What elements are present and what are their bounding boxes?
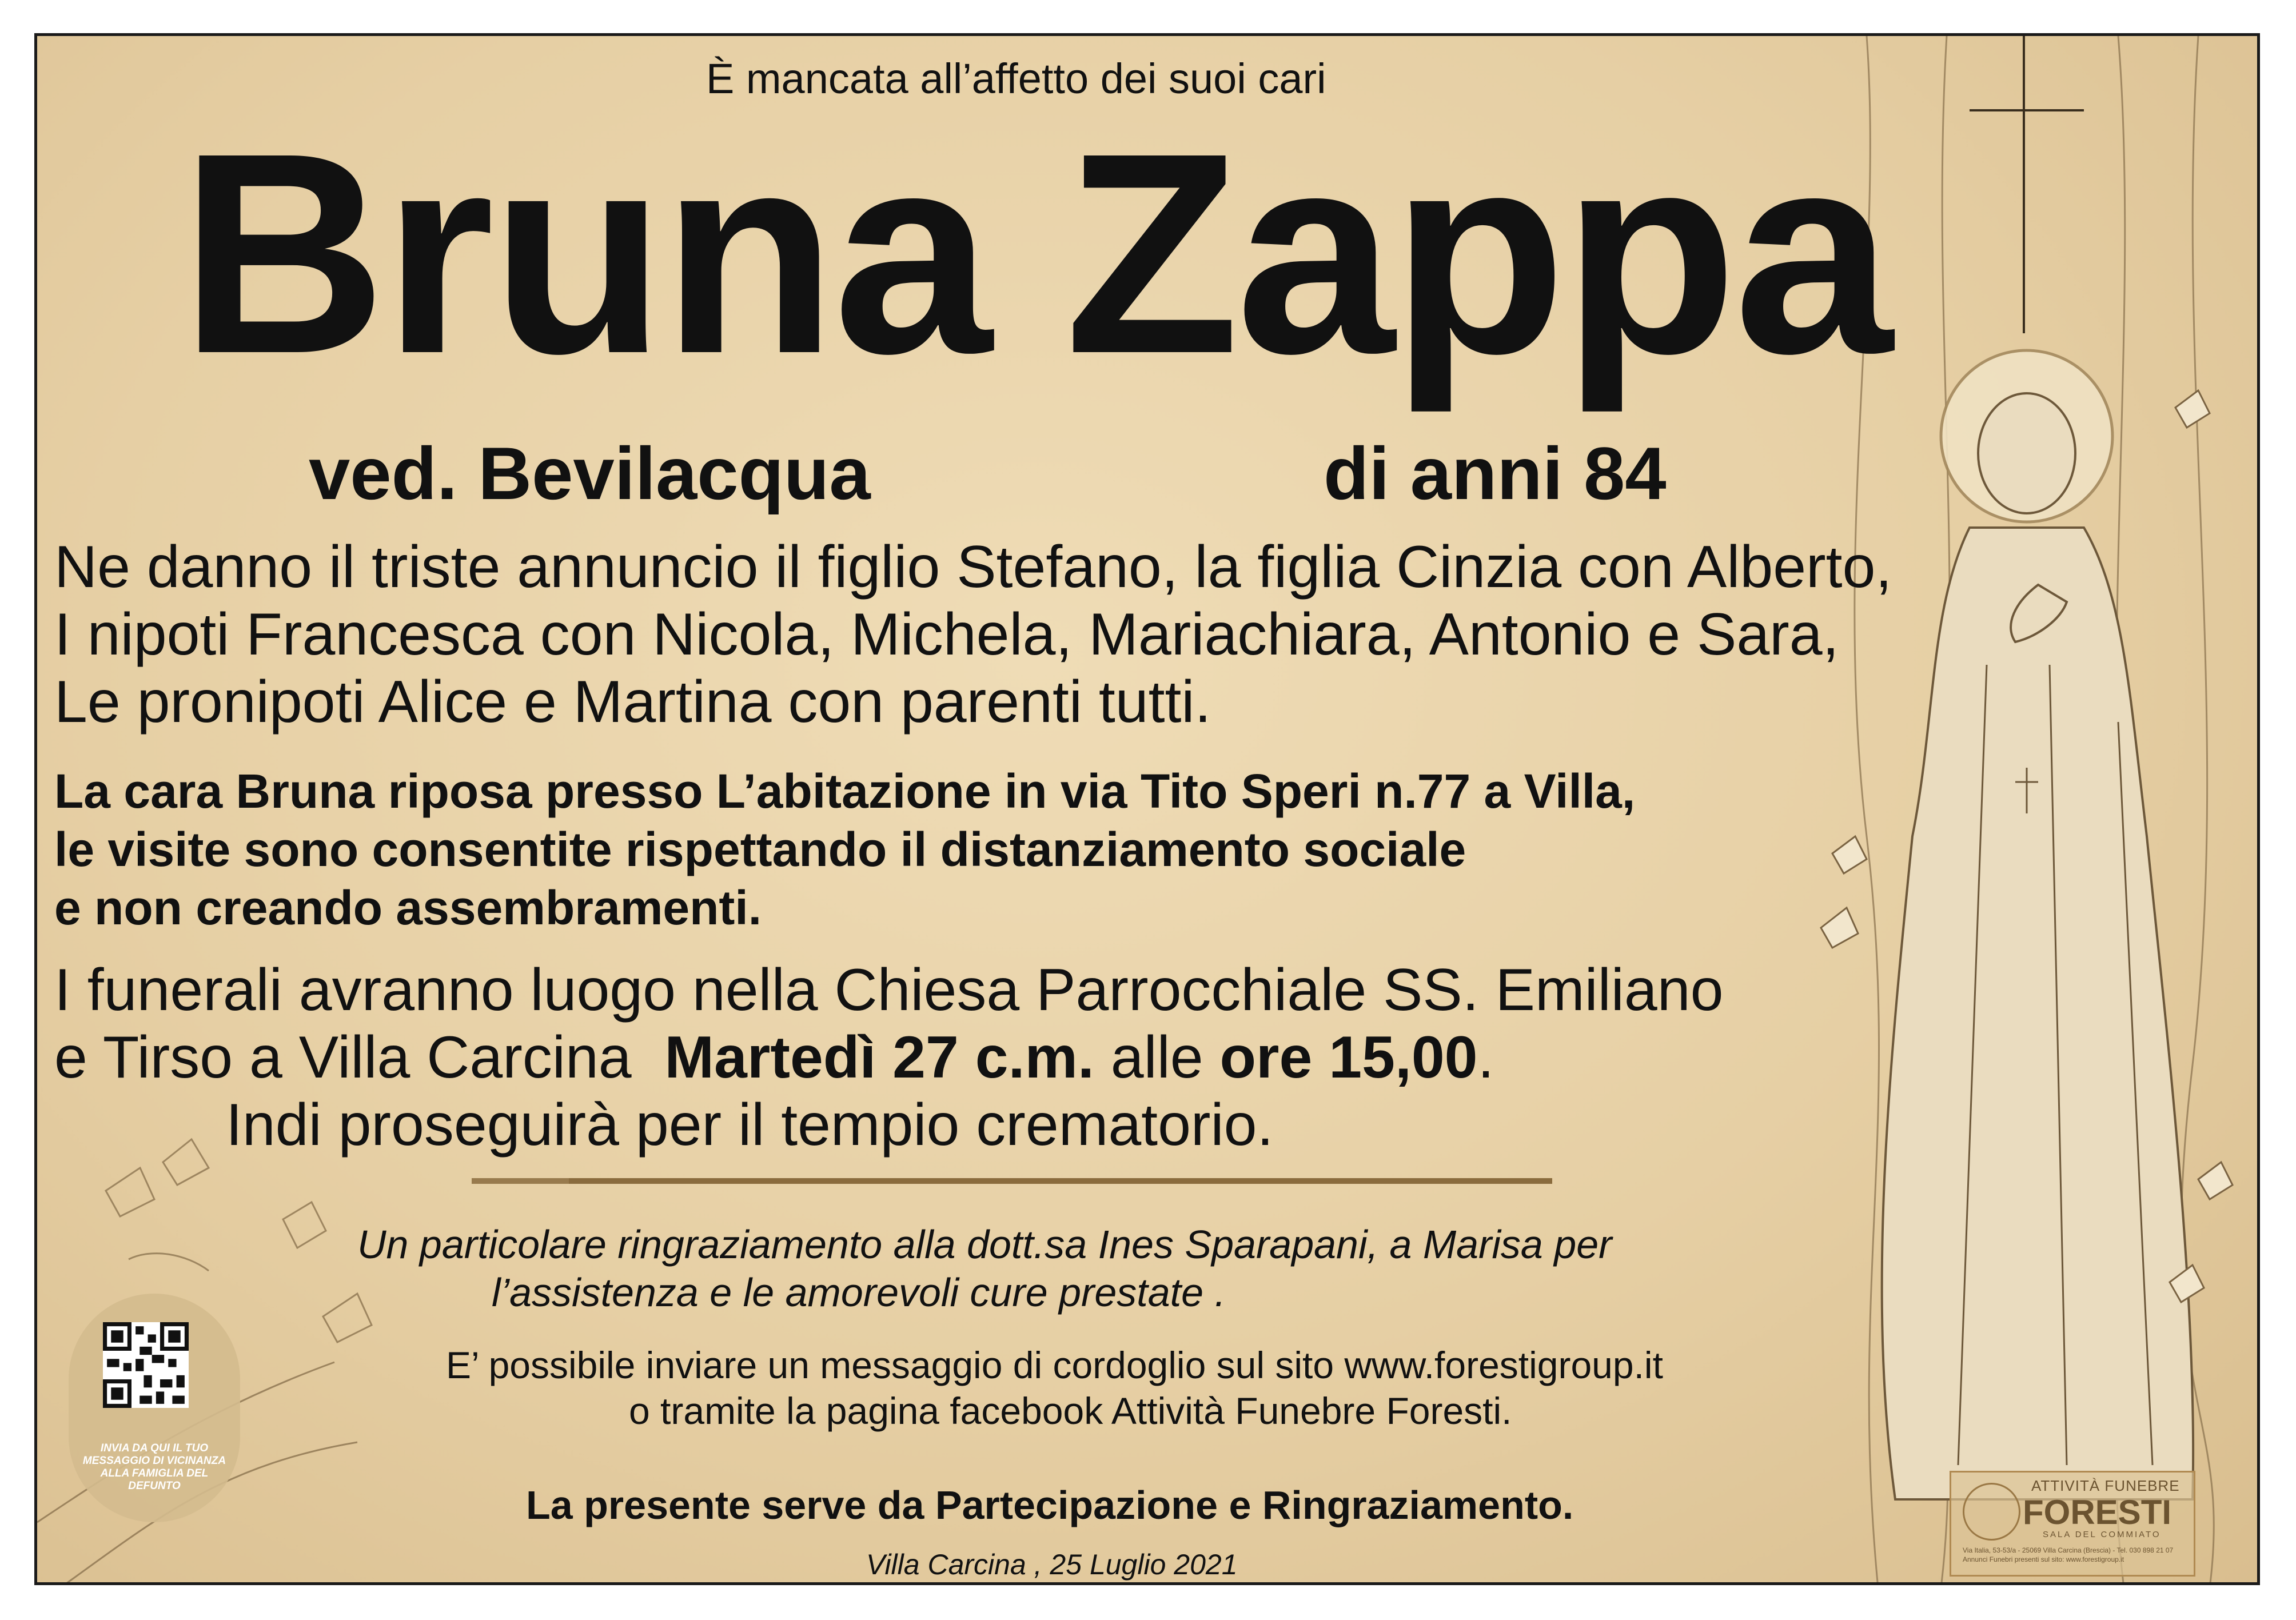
- condolences-line: E’ possibile inviare un messaggio di cordoglio sul sito www.forestigroup.it: [446, 1344, 1663, 1386]
- qr-caption: INVIA DA QUI IL TUO MESSAGGIO DI VICINANZA ALLA FAMIGLIA DEL DEFUNTO: [82, 1442, 226, 1492]
- age: di anni 84: [1324, 432, 1667, 515]
- announcement-line: Ne danno il triste annuncio il figlio Stefano, la figlia Cinzia con Alberto,: [54, 534, 1892, 600]
- logo-address: Via Italia, 53-53/a - 25069 Villa Carcina (Brescia) - Tel. 030 898 21 07: [1963, 1546, 2174, 1554]
- announcement-line: I nipoti Francesca con Nicola, Michela, Mariachiara, Antonio e Sara,: [54, 601, 1839, 668]
- logo-emblem-icon: [1963, 1483, 2020, 1541]
- funeral-line-1: I funerali avranno luogo nella Chiesa Parrocchiale SS. Emiliano: [54, 957, 1724, 1023]
- divider-shadow: [472, 1178, 569, 1184]
- widow-of: ved. Bevilacqua: [309, 432, 871, 515]
- intro-text: È mancata all’affetto dei suoi cari: [706, 55, 1326, 102]
- qr-code-icon[interactable]: [103, 1322, 189, 1408]
- funeral-connector: alle: [1094, 1024, 1220, 1091]
- announcement-line: Le pronipoti Alice e Martina con parenti tutti.: [54, 669, 1211, 735]
- logo-subtitle: SALA DEL COMMIATO: [2043, 1530, 2161, 1539]
- visitation-line: le visite sono consentite rispettando il distanziamento sociale: [54, 823, 1466, 876]
- condolences-paragraph: [446, 1342, 1663, 1434]
- closing-statement: La presente serve da Partecipazione e Ringraziamento.: [526, 1483, 1574, 1527]
- announcement-paragraph: [54, 533, 1892, 736]
- logo-brand: FORESTI: [2023, 1493, 2172, 1531]
- thanks-line: Un particolare ringraziamento alla dott.sa Ines Sparapani, a Marisa per: [357, 1222, 1612, 1267]
- funeral-period: .: [1477, 1024, 1494, 1091]
- logo-tagline: ATTIVITÀ FUNEBRE: [2031, 1477, 2180, 1494]
- foresti-logo: [1950, 1471, 2195, 1577]
- logo-notice: Annunci Funebri presenti sul sito: www.forestigroup.it: [1963, 1555, 2124, 1563]
- thanks-paragraph: [357, 1220, 1612, 1316]
- visitation-paragraph: [54, 762, 1635, 937]
- thanks-line: l’assistenza e le amorevoli cure prestate .: [492, 1270, 1226, 1315]
- funeral-location-end: e Tirso a Villa Carcina: [54, 1024, 665, 1091]
- condolences-line: o tramite la pagina facebook Attività Funebre Foresti.: [629, 1390, 1512, 1432]
- funeral-line-3: Indi proseguirà per il tempio crematorio.: [226, 1092, 1274, 1158]
- funeral-time: ore 15,00: [1219, 1024, 1478, 1091]
- place-date: Villa Carcina , 25 Luglio 2021: [866, 1549, 1238, 1581]
- funeral-day: Martedì 27 c.m.: [664, 1024, 1094, 1091]
- divider-rule: [569, 1178, 1552, 1184]
- obituary-card: [34, 33, 2260, 1585]
- logo-address-block: [1963, 1546, 2173, 1564]
- visitation-line: e non creando assembramenti.: [54, 881, 762, 935]
- deceased-name: Bruna Zappa: [180, 93, 1890, 413]
- funeral-paragraph: [54, 956, 1723, 1159]
- visitation-line: La cara Bruna riposa presso L’abitazione in via Tito Speri n.77 a Villa,: [54, 764, 1636, 818]
- funeral-line-2: [54, 1024, 1723, 1091]
